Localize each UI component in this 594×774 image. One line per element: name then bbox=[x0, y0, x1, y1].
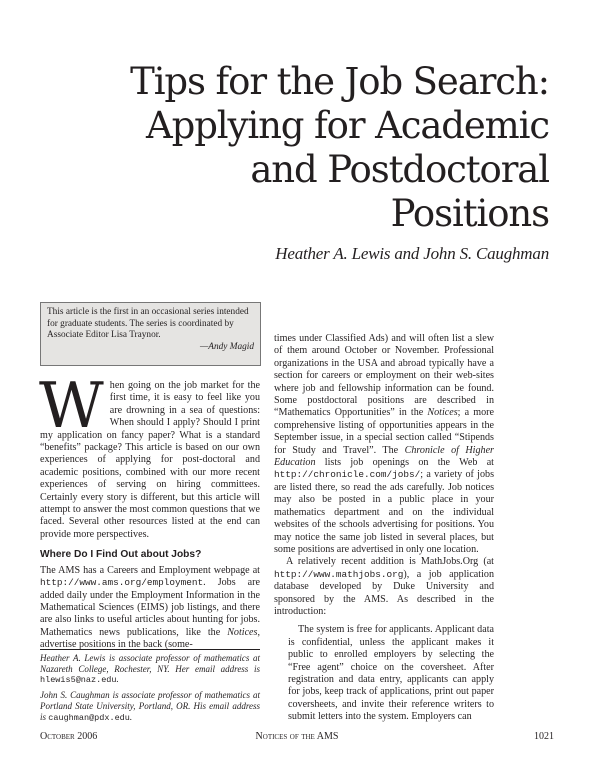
right-column bbox=[274, 333, 494, 724]
footnote-caughman bbox=[40, 690, 260, 723]
footnote-end: . bbox=[116, 674, 119, 685]
footnote-text: John S. Caughman is associate professor of mathematics at Portland State University, Portland, OR. His email address is bbox=[40, 690, 260, 722]
email-link[interactable]: caughman@pdx.edu bbox=[48, 712, 130, 723]
issue-date: October 2006 bbox=[40, 731, 98, 742]
author-footnotes bbox=[40, 649, 260, 727]
mathjobs-link[interactable]: http://www.mathjobs.org bbox=[274, 568, 404, 580]
body-paragraph bbox=[274, 556, 494, 618]
section-heading: Where Do I Find Out about Jobs? bbox=[40, 549, 202, 561]
editor-note-box bbox=[40, 302, 261, 366]
footnote-lewis bbox=[40, 653, 260, 686]
drop-cap: W bbox=[39, 369, 104, 442]
title-line: Positions bbox=[390, 192, 549, 235]
title-line: Applying for Academic bbox=[146, 104, 549, 147]
title-line: and Postdoctoral bbox=[250, 148, 549, 191]
left-column bbox=[39, 369, 260, 652]
notices-emphasis: Notices bbox=[427, 407, 458, 419]
journal-name: Notices of the AMS bbox=[255, 731, 339, 742]
text-run: ), a job application database developed by Duke University and sponsored by the AMS. As described in the introduction: bbox=[274, 568, 494, 617]
chronicle-jobs-link[interactable]: http://chronicle.com/jobs/ bbox=[274, 469, 421, 481]
author-byline: Heather A. Lewis and John S. Caughman bbox=[275, 244, 549, 263]
text-run: ; a more comprehensive listing of opportunities appears in the September issue, in a special section called “Stipends for Study and Travel”. The bbox=[274, 407, 494, 456]
text-run: ; a variety of jobs are listed there, so read the ads carefully. Job notices may also be posted in a public place in your mathematics department and on the individual websites of the schools advertising for positions. You may notice the same job listed in several places, but some positions are advertised in only one location. bbox=[274, 469, 494, 555]
block-quote: The system is free for applicants. Applicant data is confidential, unless the applicant makes it public to enrolled employers by selecting the “Free agent” choice on the coversheet. After registration and data entry, applicants can apply for jobs, keep track of applications, print out paper coversheets, and invite their reference writers to submit letters into the system. Employers can bbox=[288, 624, 494, 723]
footnote-end: . bbox=[129, 711, 133, 722]
intro-paragraph bbox=[39, 369, 260, 541]
notices-emphasis: Notices bbox=[227, 626, 258, 638]
text-run: . Jobs are added daily under the Employment Information in the Mathematical Sciences (EIMS) job listings, and there are also links to useful articles about hunting for jobs. Mathematics news publications, like the bbox=[40, 577, 260, 638]
text-run: , advertise positions in the back (some- bbox=[40, 626, 260, 651]
article-title bbox=[49, 60, 549, 236]
editor-signature: —Andy Magid bbox=[200, 341, 254, 352]
text-run: lists job openings on the Web at bbox=[315, 457, 494, 469]
ams-employment-link[interactable]: http://www.ams.org/employment bbox=[40, 577, 204, 589]
editor-note-text: This article is the first in an occasional series intended for graduate students. The series is coordinated by Associate Editor Lisa Traynor. bbox=[47, 307, 249, 341]
text-run: times under Classified Ads) and will often list a slew of them around October or November. Professional organizations in the USA and abroad typically have a section for careers or employment on their web-sites where job and fellowship information can be found. Some postdoctoral positions are described in “Mathematics Opportunities” in the bbox=[274, 333, 494, 419]
body-paragraph bbox=[274, 333, 494, 556]
text-run: The AMS has a Careers and Employment webpage at bbox=[40, 564, 260, 576]
section-paragraph bbox=[40, 565, 260, 652]
footnote-text: Heather A. Lewis is associate professor of mathematics at Nazareth College, Rochester, NY. Her email address is bbox=[40, 653, 260, 674]
page-number: 1021 bbox=[534, 731, 554, 742]
chronicle-emphasis: Chronicle of Higher Education bbox=[274, 444, 494, 469]
email-link[interactable]: hlewis5@naz.edu bbox=[40, 675, 117, 686]
title-line: Tips for the Job Search: bbox=[130, 60, 549, 103]
intro-text: hen going on the job market for the first time, it is easy to feel like you are drowning in a sea of questions: When should I apply? Should I print my application on fancy paper? What is a standard “benefits” package? This article is based on our own experiences of applying for post-doctoral and academic positions, combined with our more recent experiences of serving on hiring committees. Certainly every story is different, but this article will attempt to answer the most common questions that we faced. Several other resources listed at the end can provide more perspectives. bbox=[40, 380, 260, 540]
text-run: A relatively recent addition is MathJobs.Org (at bbox=[286, 556, 494, 568]
page-footer bbox=[40, 731, 554, 745]
